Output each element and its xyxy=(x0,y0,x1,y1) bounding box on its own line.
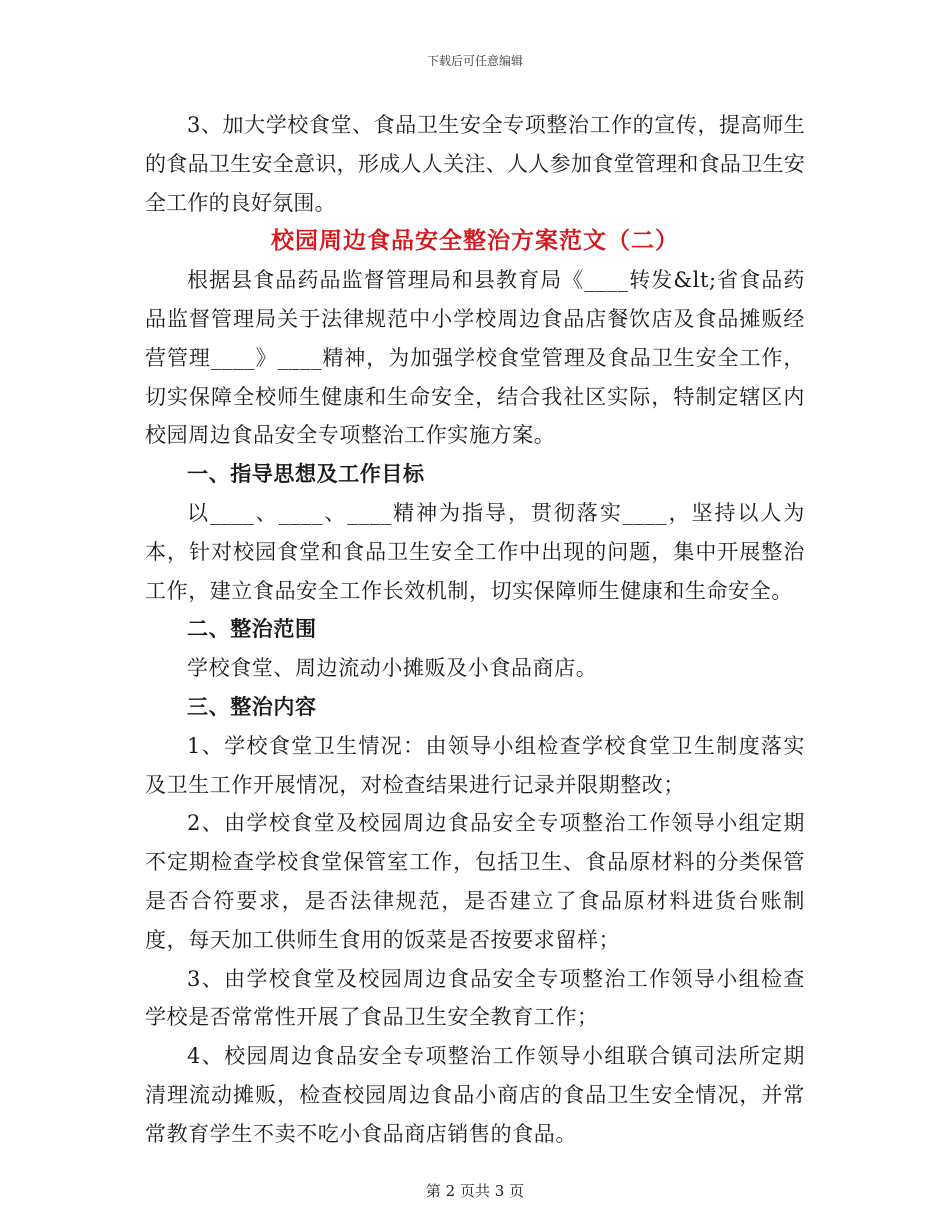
section-title: 校园周边食品安全整治方案范文（二） xyxy=(271,227,679,255)
intro-paragraph: 根据县食品药品监督管理局和县教育局《____转发&lt;省食品药品监督管理局关于法律规范中小学校周边食品店餐饮店及食品摊贩经营管理____》____精神，为加强学校食堂管理及食品卫生安全工作，切实保障全校师生健康和生命安全，结合我社区实际，特制定辖区内校园周边食品安全专项整治工作实施方案。 xyxy=(145,268,805,448)
heading-guiding-thought: 一、指导思想及工作目标 xyxy=(187,461,425,487)
page-header: 下载后可任意编辑 xyxy=(426,54,523,68)
content-item-2: 2、由学校食堂及校园周边食品安全专项整治工作领导小组定期不定期检查学校食堂保管室工作，包括卫生、食品原材料的分类保管是否合符要求，是否法律规范，是否建立了食品原材料进货台账制度，每天加工供师生食用的饭菜是否按要求留样； xyxy=(145,811,805,952)
content-item-3: 3、由学校食堂及校园周边食品安全专项整治工作领导小组检查学校是否常常性开展了食品卫生安全教育工作； xyxy=(145,966,805,1030)
heading-content: 三、整治内容 xyxy=(187,693,317,719)
paragraph-item-3: 3、加大学校食堂、食品卫生安全专项整治工作的宣传，提高师生的食品卫生安全意识，形成人人关注、人人参加食堂管理和食品卫生安全工作的良好氛围。 xyxy=(145,113,805,215)
scope-paragraph: 学校食堂、周边流动小摊贩及小食品商店。 xyxy=(187,656,598,681)
content-item-1: 1、学校食堂卫生情况：由领导小组检查学校食堂卫生制度落实及卫生工作开展情况，对检查结果进行记录并限期整改； xyxy=(145,733,805,797)
guiding-thought-paragraph: 以____、____、____精神为指导，贯彻落实____，坚持以人为本，针对校园食堂和食品卫生安全工作中出现的问题，集中开展整治工作，建立食品安全工作长效机制，切实保障师生健康和生命安全。 xyxy=(145,500,805,603)
heading-scope: 二、整治范围 xyxy=(187,616,317,642)
content-item-4: 4、校园周边食品安全专项整治工作领导小组联合镇司法所定期清理流动摊贩，检查校园周边食品小商店的食品卫生安全情况，并常常教育学生不卖不吃小食品商店销售的食品。 xyxy=(145,1044,805,1146)
page-footer: 第 2 页共 3 页 xyxy=(425,1182,525,1200)
document-body xyxy=(145,106,805,1154)
